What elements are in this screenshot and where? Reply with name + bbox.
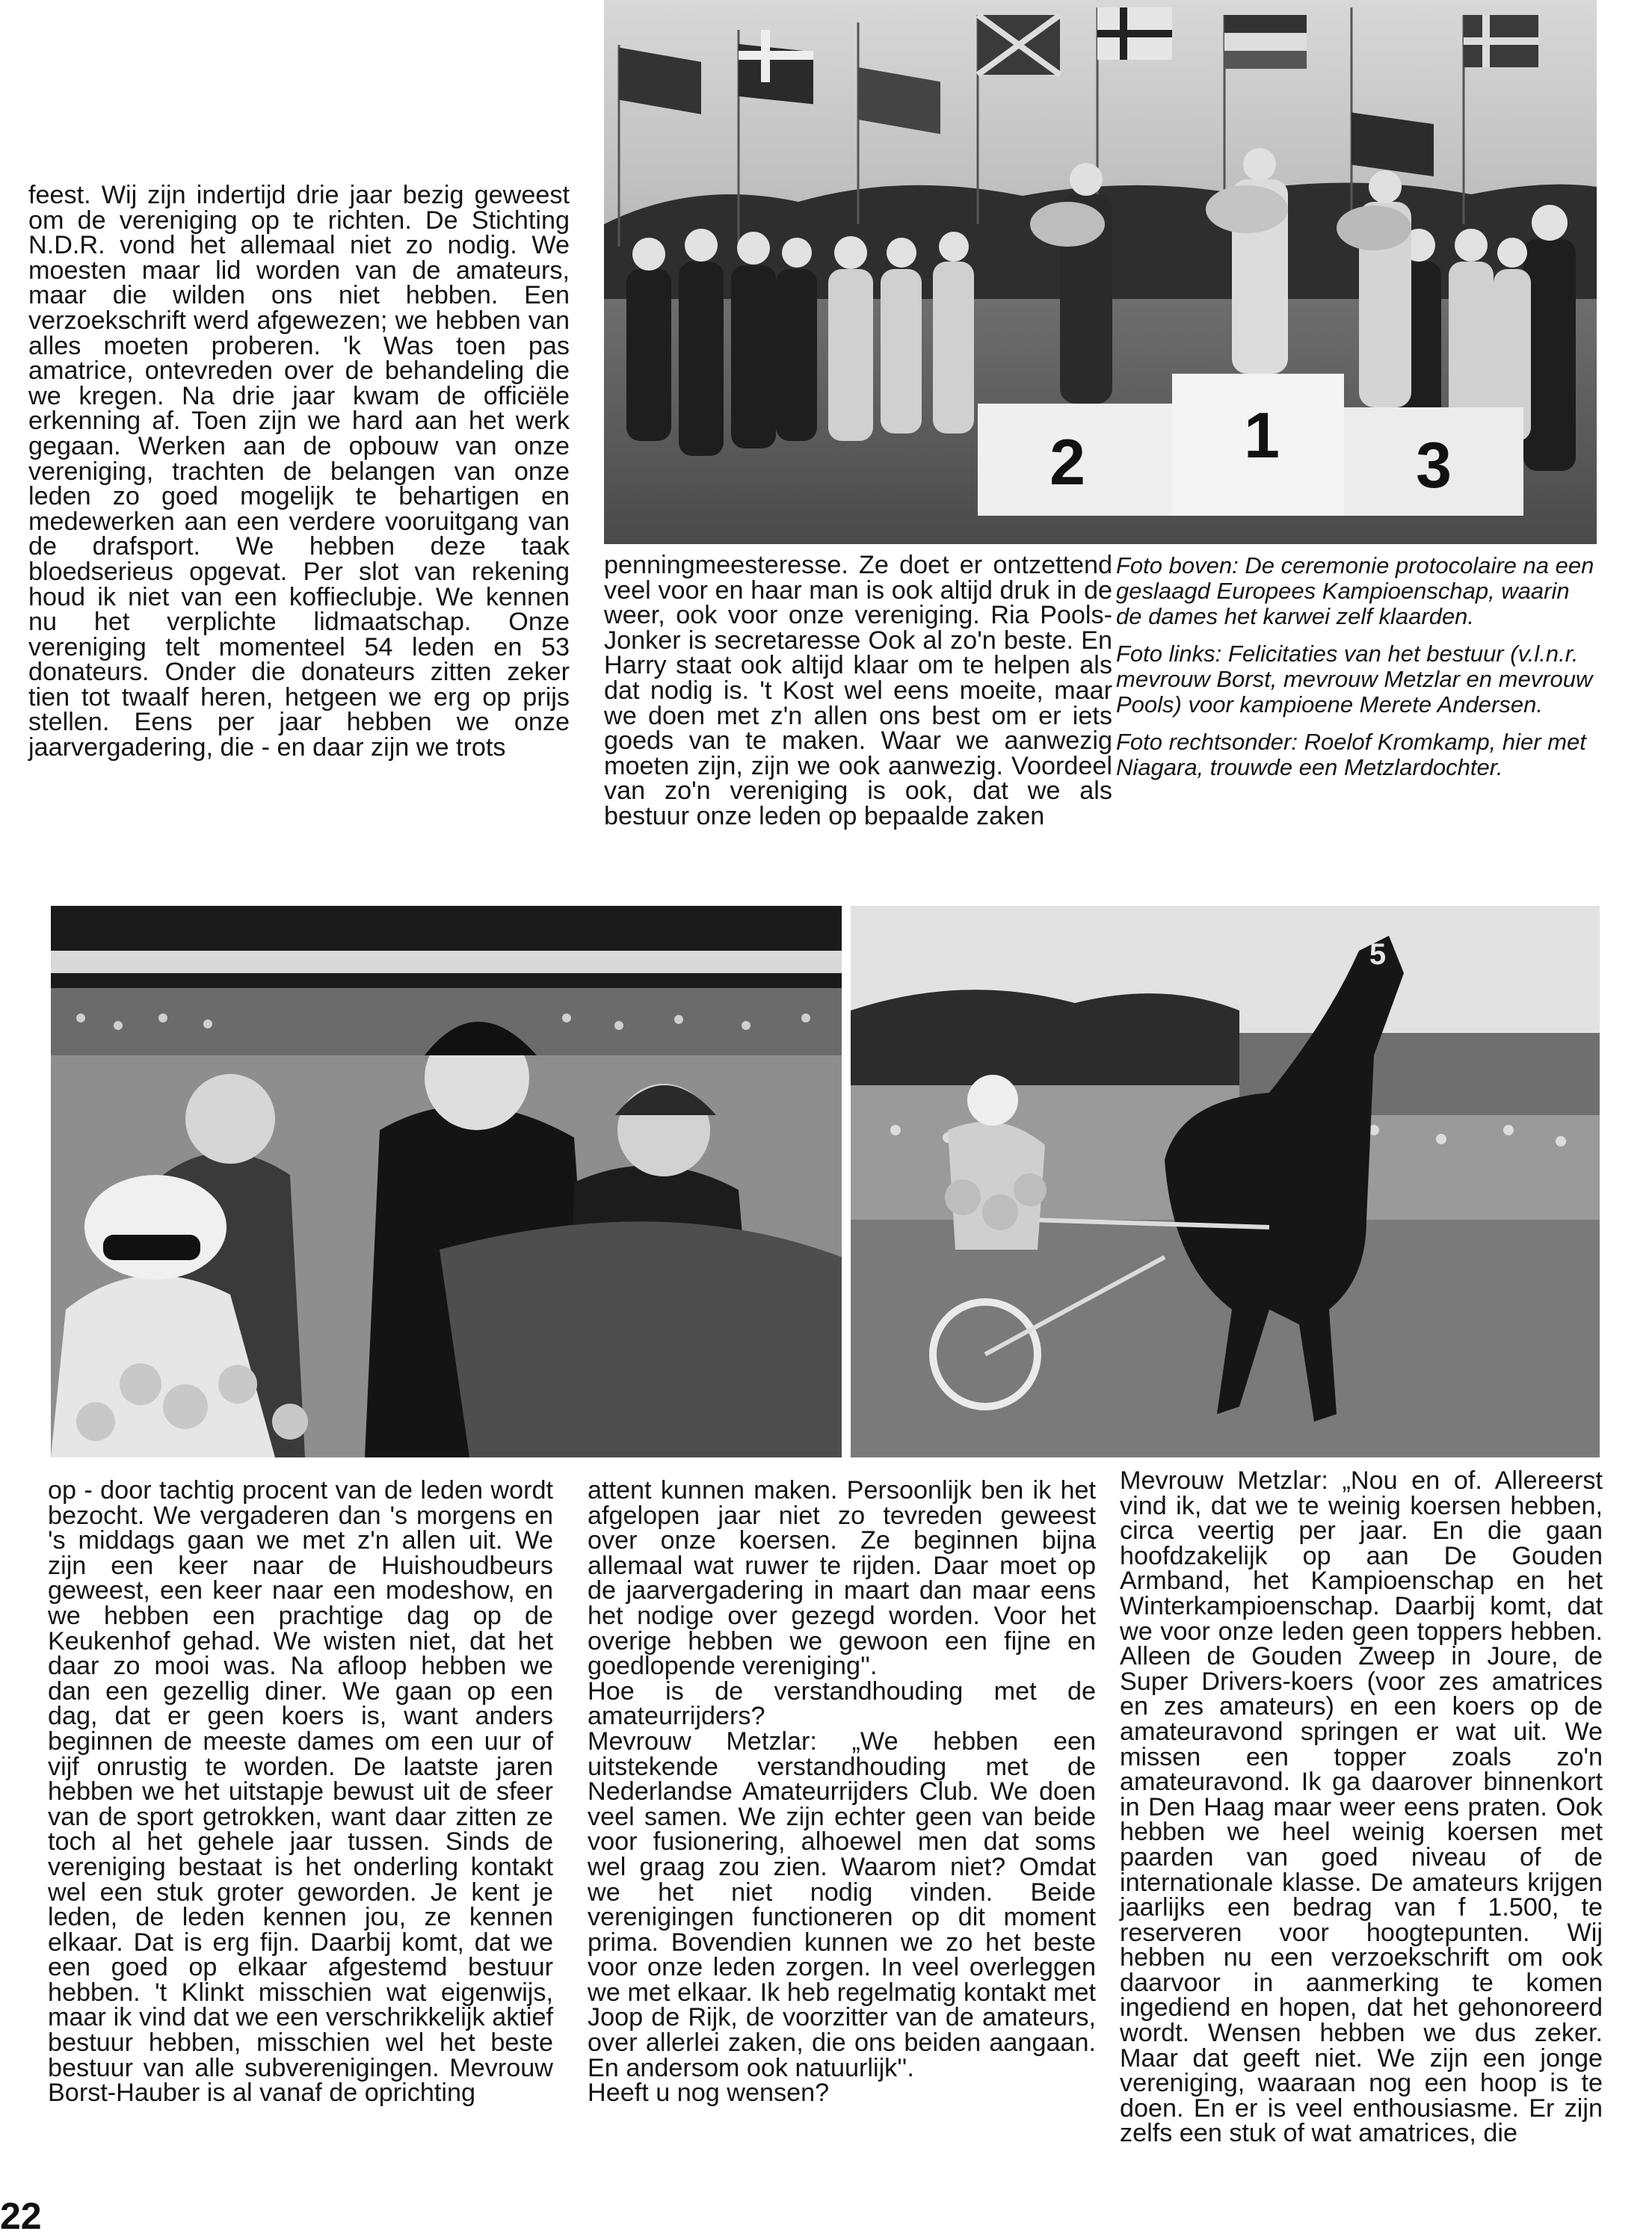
horse-number: 5: [1369, 938, 1387, 971]
paragraph: Hoe is de verstandhouding met de amateurrijders?: [588, 1676, 1096, 1731]
podium-number-3: 3: [1416, 430, 1452, 502]
paragraph: Mevrouw Metzlar: „We hebben een uitstekende verstandhouding met de Nederlandse Amateurrijders Club. We doen veel samen. We zijn echter geen van beide voor fusionering, alhoewel men dat soms wel graag zou zien. Waarom niet? Omdat we het niet nodig vinden. Beide verenigingen functioneren op dit moment prima. Bovendien kunnen we zo het beste voor onze leden zorgen. In veel overleggen we met elkaar. Ik heb regelmatig kontakt met Joop de Rijk, de voorzitter van de amateurs, over allerlei zaken, die ons beiden aangaan. En andersom ook natuurlijk''.: [588, 1727, 1096, 2082]
photo-captions: [1116, 553, 1600, 792]
top-middle-column: [604, 553, 1112, 830]
paragraph: Heeft u nog wensen?: [588, 2079, 830, 2108]
paragraph: feest. Wij zijn indertijd drie jaar bezig geweest om de vereniging op te richten. De Stichting N.D.R. vond het allemaal niet zo nodig. We moesten maar lid worden van de amateurs, maar die wilden ons niet hebben. Een verzoekschrift werd afgewezen; we hebben van alles moeten proberen. 'k Was toen pas amatrice, ontevreden over de behandeling die we kregen. Na drie jaar kwam de officiële erkenning af. Toen zijn we hard aan het werk gegaan. Werken aan de opbouw van onze vereniging, trachten de belangen van onze leden zo goed mogelijk te behartigen en medewerken aan een verdere vooruitgang van de drafsport. We hebben deze taak bloedserieus opgevat. Per slot van rekening houd ik niet van een koffieclubje. We kennen nu het verplichte lidmaatschap. Onze vereniging telt momenteel 54 leden en 53 donateurs. Onder die donateurs zitten zeker tien tot twaalf heren, hetgeen we erg op prijs stellen. Eens per jaar hebben we onze jaarvergadering, die - en daar zijn we trots: [28, 181, 570, 762]
ceremony-photo: [604, 0, 1597, 544]
caption-right-photo: Foto rechtsonder: Roelof Kromkamp, hier met Niagara, trouwde een Metzlardochter.: [1116, 729, 1586, 780]
caption-top-photo: Foto boven: De ceremonie protocolaire na een geslaagd Europees Kampioenschap, waarin de dames het karwei zelf klaarden.: [1116, 552, 1594, 629]
paragraph: penningmeesteresse. Ze doet er ontzettend veel voor en haar man is ook altijd druk in de weer, ook voor onze vereniging. Ria Pools-Jonker is secretaresse Ook al zo'n beste. En Harry staat ook altijd klaar om te helpen als dat nodig is. 't Kost wel eens moeite, maar we doen met z'n allen ons best om er iets goeds van te maken. Waar we aanwezig moeten zijn, zijn we ook aanwezig. Voordeel van zo'n vereniging is ook, dat we als bestuur onze leden op bepaalde zaken: [604, 551, 1112, 830]
podium-number-2: 2: [1050, 427, 1085, 499]
congratulations-photo: [51, 906, 842, 1457]
bottom-left-column: [48, 1478, 553, 2106]
bottom-right-column: [1120, 1466, 1603, 2148]
horse-photo: [851, 906, 1600, 1457]
caption-left-photo: Foto links: Felicitaties van het bestuur (v.l.n.r. mevrouw Borst, mevrouw Metzlar en mevrouw Pools) voor kampioene Merete Andersen.: [1116, 641, 1593, 718]
top-left-column: [28, 183, 570, 761]
page-number: 22: [0, 2195, 42, 2237]
paragraph: attent kunnen maken. Persoonlijk ben ik het afgelopen jaar niet zo tevreden geweest over onze koersen. Ze beginnen bijna allemaal wat ruwer te rijden. Daar moet op de jaarvergadering in maart dan maar eens het nodige over gezegd worden. Voor het overige hebben we gewoon een fijne en goedlopende vereniging''.: [588, 1476, 1096, 1681]
paragraph: op - door tachtig procent van de leden wordt bezocht. We vergaderen dan 's morgens en 's middags gaan we met z'n allen uit. We zijn een keer naar de Huishoudbeurs geweest, een keer naar een modeshow, en we hebben een prachtige dag op de Keukenhof gehad. We wisten niet, dat het daar zo mooi was. Na afloop hebben we dan een gezellig diner. We gaan op een dag, dat er geen koers is, want anders beginnen de meeste dames om een uur of vijf onrustig te worden. De laatste jaren hebben we het uitstapje bewust uit de sfeer van de sport getrokken, want daar zitten ze toch al het gehele jaar tussen. Sinds de vereniging bestaat is het onderling kontakt wel een stuk groter geworden. Je kent je leden, de leden kennen jou, ze kennen elkaar. Dat is erg fijn. Daarbij komt, dat we een goed op elkaar afgestemd bestuur hebben. 't Klinkt misschien wat eigenwijs, maar ik vind dat we een verschrikkelijk aktief bestuur hebben, misschien wel het beste bestuur van alle subverenigingen. Mevrouw Borst-Hauber is al vanaf de oprichting: [48, 1476, 553, 2108]
bottom-middle-column: [588, 1478, 1096, 2106]
paragraph: Mevrouw Metzlar: „Nou en of. Allereerst vind ik, dat we te weinig koersen hebben, circa veertig per jaar. En die gaan hoofdzakelijk op aan De Gouden Armband, het Kampioenschap en het Winterkampioenschap. Daarbij komt, dat we voor onze leden geen toppers hebben. Alleen de Gouden Zweep in Joure, de Super Drivers-koers (voor zes amatrices en zes amateurs) en een koers op de amateuravond springen er wat uit. We missen een topper zoals zo'n amateuravond. Ik ga daarover binnenkort in Den Haag maar weer eens praten. Ook hebben we heel weinig koersen met paarden van goed niveau of de internationale klasse. De amateurs krijgen jaarlijks een bedrag van f 1.500, te reserveren voor hoogtepunten. Wij hebben nu een verzoekschrift om ook daarvoor in aanmerking te komen ingediend en hopen, dat het gehonoreerd wordt. Wensen hebben we dus zeker. Maar dat geeft niet. We zijn een jonge vereniging, waaraan nog een hoop is te doen. En er is veel enthousiasme. Er zijn zelfs een stuk of wat amatrices, die: [1120, 1466, 1603, 2148]
podium-number-1: 1: [1244, 400, 1280, 472]
